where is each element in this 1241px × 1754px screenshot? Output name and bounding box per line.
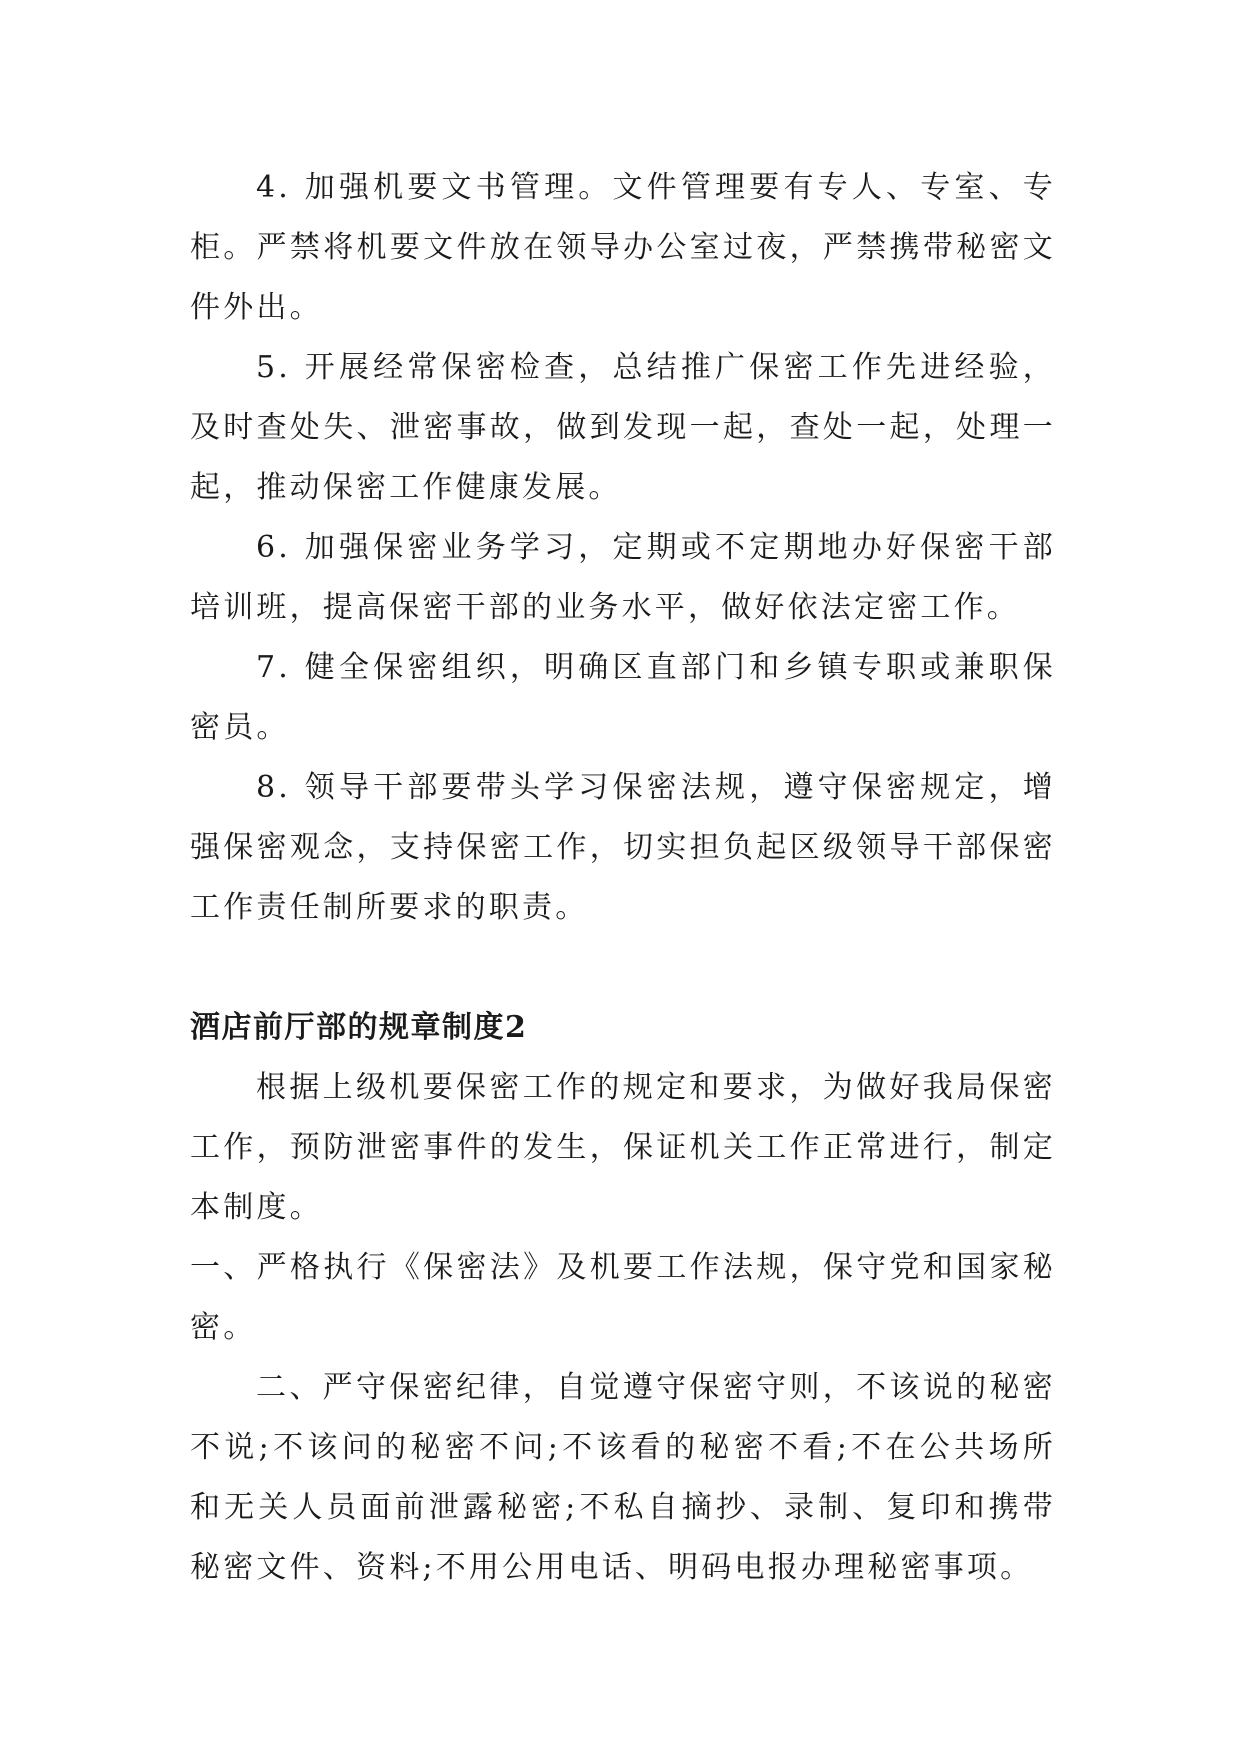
- section-heading: 酒店前厅部的规章制度2: [190, 1010, 528, 1045]
- paragraph-item-5: 5. 开展经常保密检查，总结推广保密工作先进经验，及时查处失、泄密事故，做到发现一起，查处一起，处理一起，推动保密工作健康发展。: [190, 350, 1056, 505]
- document-page: [190, 158, 1056, 1598]
- paragraph-item-7: 7. 健全保密组织，明确区直部门和乡镇专职或兼职保密员。: [190, 650, 1056, 745]
- rule-one-paragraph: 一、严格执行《保密法》及机要工作法规，保守党和国家秘密。: [190, 1250, 1056, 1345]
- intro-paragraph: 根据上级机要保密工作的规定和要求，为做好我局保密工作，预防泄密事件的发生，保证机关工作正常进行，制定本制度。: [190, 1070, 1056, 1225]
- paragraph-item-4: 4. 加强机要文书管理。文件管理要有专人、专室、专柜。严禁将机要文件放在领导办公室过夜，严禁携带秘密文件外出。: [190, 170, 1056, 325]
- paragraph-item-6: 6. 加强保密业务学习，定期或不定期地办好保密干部培训班，提高保密干部的业务水平，做好依法定密工作。: [190, 530, 1056, 625]
- paragraph-item-8: 8. 领导干部要带头学习保密法规，遵守保密规定，增强保密观念，支持保密工作，切实担负起区级领导干部保密工作责任制所要求的职责。: [190, 770, 1056, 925]
- rule-two-paragraph: 二、严守保密纪律，自觉遵守保密守则，不该说的秘密不说;不该问的秘密不问;不该看的秘密不看;不在公共场所和无关人员面前泄露秘密;不私自摘抄、录制、复印和携带秘密文件、资料;不用公用电话、明码电报办理秘密事项。: [190, 1370, 1056, 1585]
